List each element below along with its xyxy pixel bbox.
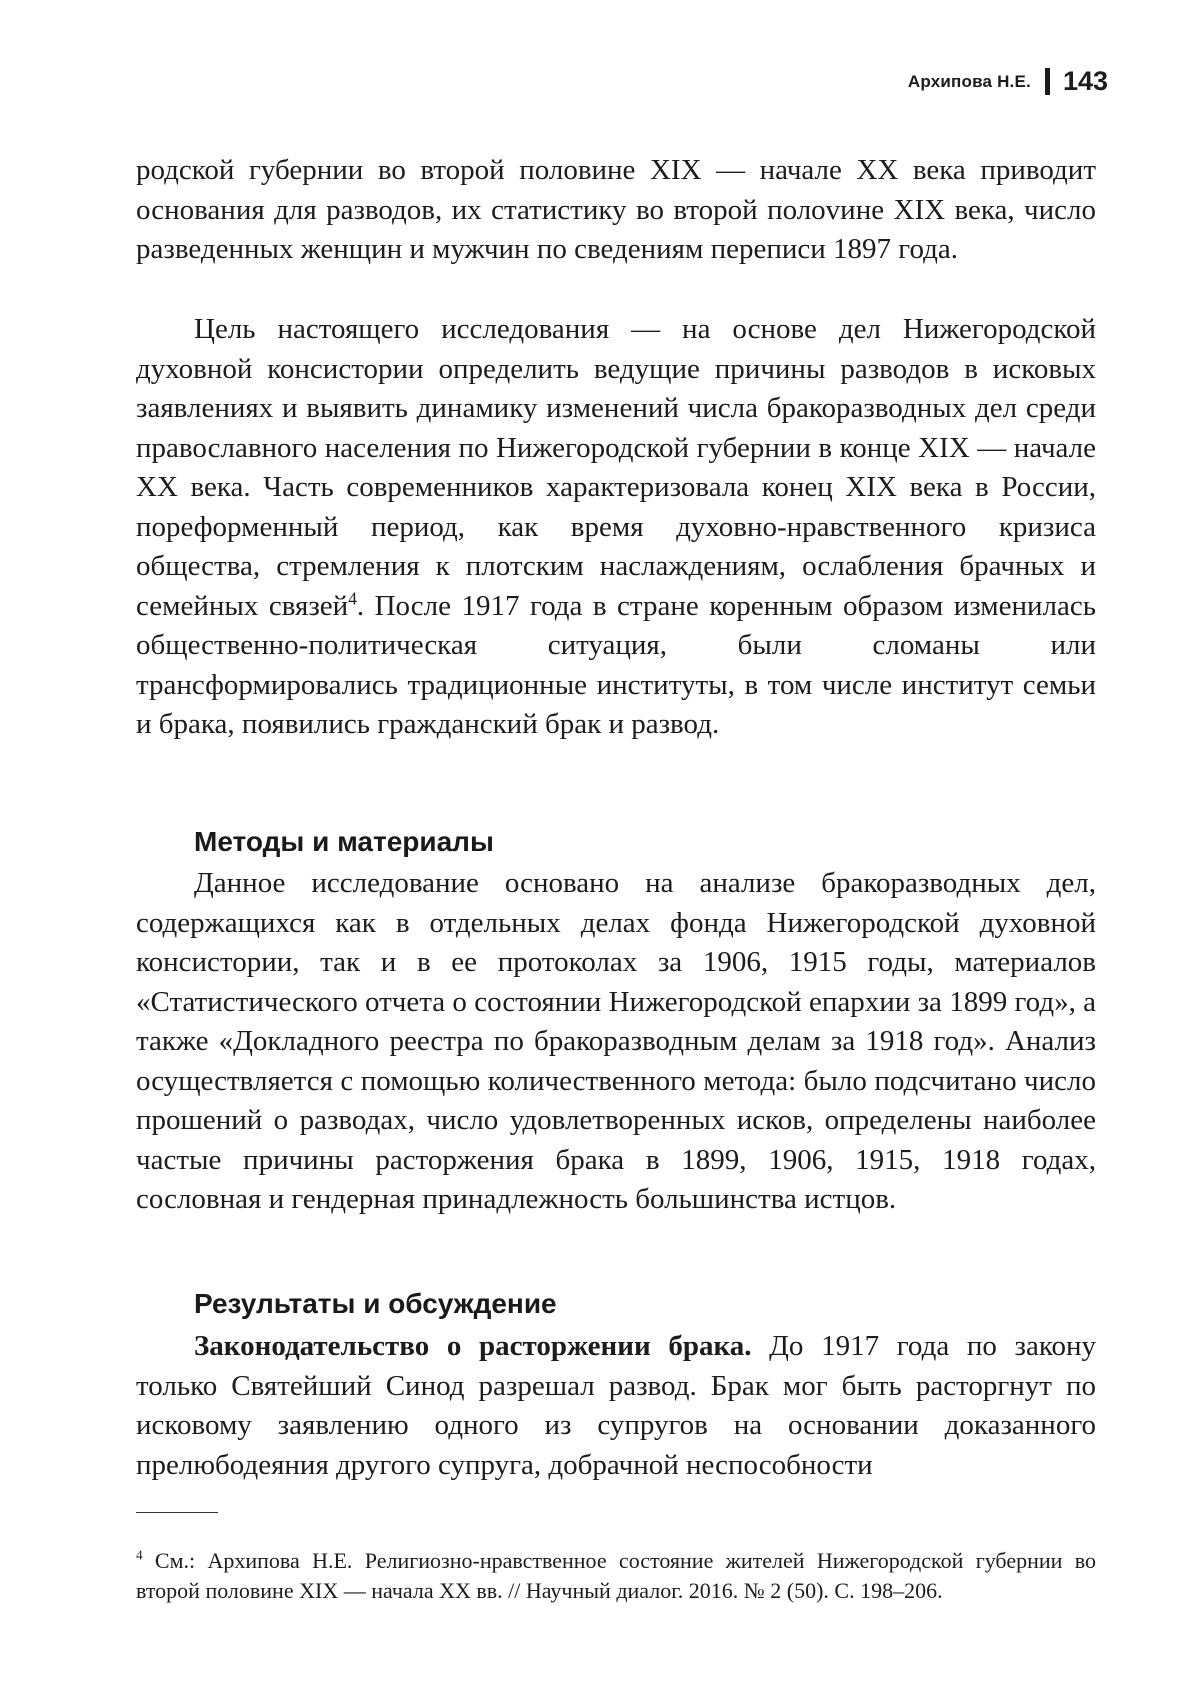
paragraph-methods: Данное исследование основано на анализе бракоразводных дел, содержащихся как в отдельных делах фонда Нижегородской духовной консистории, так и в ее протоколах за 1906, 1915 годы, материалов «Статистического отчета о состоянии Нижегородской епархии за 1899 год», а также «Докладного реестра по бракоразводным делам за 1918 год». Анализ осуществляется с помощью количественного метода: было подсчитано число прошений о разводах, число удовлетворенных исков, определены наиболее частые причины расторжения брака в 1899, 1906, 1915, 1918 годах, сословная и гендерная принадлежность большинства истцов. [136,867,1096,1215]
paragraph-aim [136,310,1096,745]
running-head-author: Архипова Н.Е. [907,71,1031,91]
running-head-divider [1045,68,1050,95]
paragraph-continued: родской губернии во второй половине XIX — начале XX века приводит основания для разводов, их статистику во второй полоvине XIX века, число разведенных женщин и мужчин по сведениям переписи 1897 года. [136,154,1096,265]
footnote-reference[interactable]: 4 [348,587,357,608]
running-head [908,66,1108,97]
body-methods [136,864,1096,1220]
run-in-heading: Законодательство о расторжении брака. [194,1330,752,1362]
section-heading-methods: Методы и материалы [194,826,494,857]
footnote [136,1546,1096,1606]
footnote-mark: 4 [136,1547,143,1563]
paragraph-results [136,1327,1096,1485]
body-continuation [136,151,1096,270]
section-heading-results: Результаты и обсуждение [194,1288,557,1319]
page-number: 143 [1062,66,1108,96]
paragraph-aim-text-b: . После 1917 года в стране коренным образом изменилась общественно-политическая ситуация, были сломаны или трансформировались традиционные институты, в том числе институт семьи и брака, появились гражданский брак и развод. [136,589,1096,740]
body-results [136,1327,1096,1485]
footnote-body: См.: Архипова Н.Е. Религиозно-нравственное состояние жителей Нижегородской губернии во второй половине XIX — начала XX вв. // Научный диалог. 2016. № 2 (50). С. 198–206. [136,1548,1096,1603]
body-aim [136,310,1096,745]
paragraph-results-text: До 1917 года по закону только Святейший Синод разрешал развод. Брак мог быть расторгнут по исковому заявлению одного из супругов на основании доказанного прелюбодеяния другого супруга, добрачной неспособности [136,1330,1096,1481]
paragraph-aim-text-a: Цель настоящего исследования — на основе дел Нижегородской духовной консистории определить ведущие причины разводов в исковых заявлениях и выявить динамику изменений числа бракоразводных дел среди православного населения по Нижегородской губернии в конце XIX — начале XX века. Часть современников характеризовала конец XIX века в России, пореформенный период, как время духовно-нравственного кризиса общества, стремления к плотским наслаждениям, ослабления брачных и семейных связей [136,313,1096,622]
footnote-text [136,1546,1096,1606]
footnote-separator [136,1512,218,1513]
